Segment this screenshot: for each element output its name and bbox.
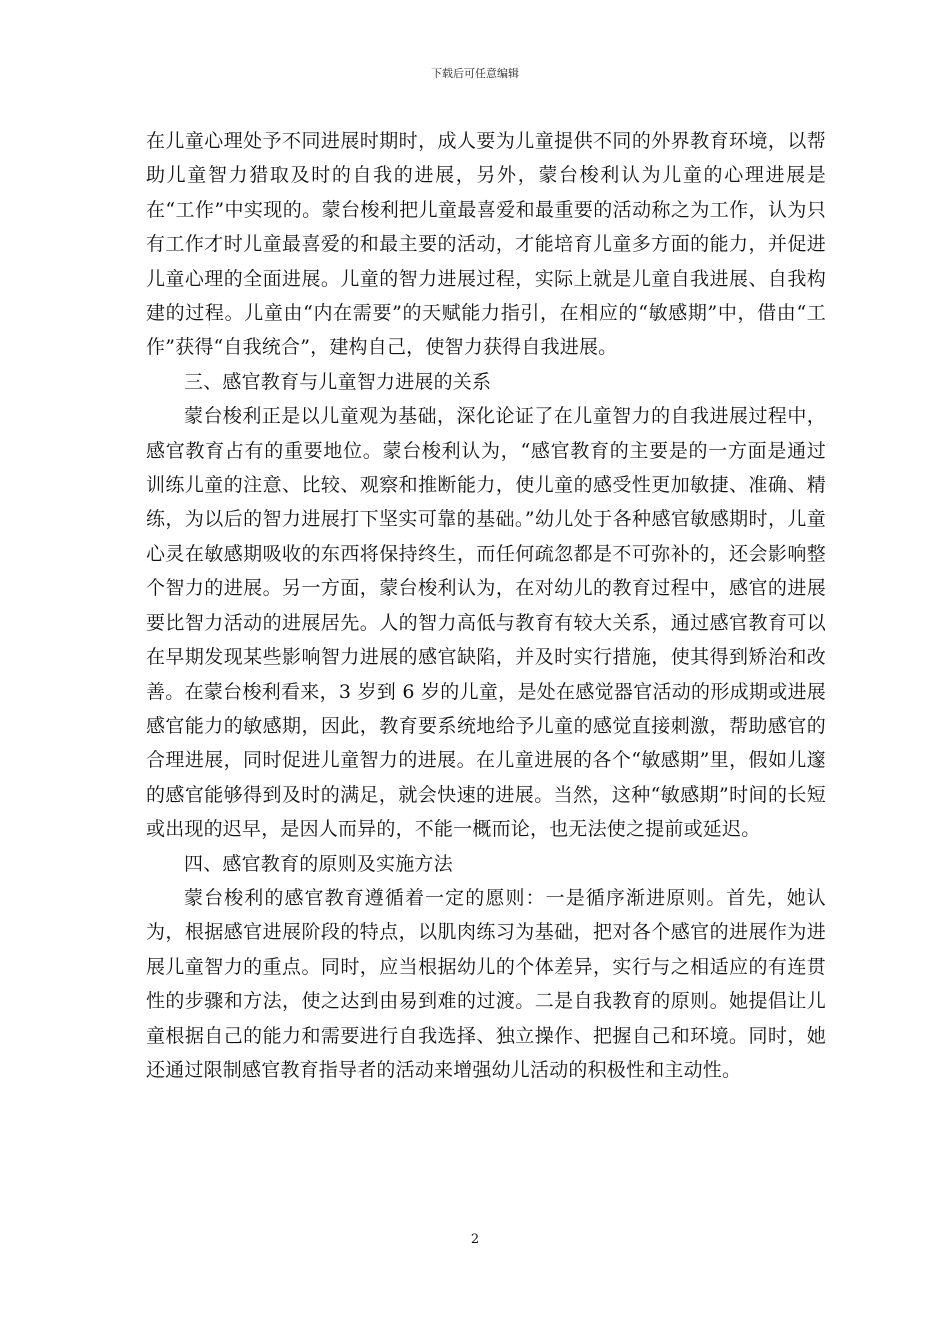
page-header: 下载后可任意编辑 [431, 67, 519, 80]
paragraph-sensory-education: 蒙台梭利正是以儿童观为基础，深化论证了在儿童智力的自我进展过程中，感官教育占有的重要地位。蒙台梭利认为，“感官教育的主要是的一方面是通过训练儿童的注意、比较、观察和推断能力，使儿童的感受性更加敏捷、准确、精练，为以后的智力进展打下坚实可靠的基础。”幼儿处于各种感官敏感期时，儿童心灵在敏感期吸收的东西将保持终生，而任何疏忽都是不可弥补的，还会影响整个智力的进展。另一方面，蒙台梭利认为，在对幼儿的教育过程中，感官的进展要比智力活动的进展居先。人的智力高低与教育有较大关系，通过感官教育可以在早期发现某些影响智力进展的感官缺陷，并及时实行措施，使其得到矫治和改善。在蒙台梭利看来，3 岁到 6 岁的儿童，是处在感觉器官活动的形成期或进展感官能力的敏感期，因此，教育要系统地给予儿童的感觉直接刺激，帮助感官的合理进展，同时促进儿童智力的进展。在儿童进展的各个“敏感期”里，假如儿邃的感官能够得到及时的满足，就会快速的进展。当然，这种“敏感期”时间的长短或出现的迟早，是因人而异的，不能一概而论，也无法使之提前或延迟。 [146, 405, 826, 841]
section-heading-3: 三、感官教育与儿童智力进展的关系 [184, 370, 492, 393]
paragraph-continued: 在儿童心理处予不同进展时期时，成人要为儿童提供不同的外界教育环境，以帮助儿童智力猎取及时的自我的进展，另外，蒙台梭利认为儿童的心理进展是在“工作”中实现的。蒙台梭利把儿童最喜爱和最重要的活动称之为工作，认为只有工作才时儿童最喜爱的和最主要的活动，才能培育儿童多方面的能力，并促进儿童心理的全面进展。儿童的智力进展过程，实际上就是儿童自我进展、自我构建的过程。儿童由“内在需要”的天赋能力指引，在相应的“敏感期”中，借由“工作”获得“自我统合”，建构自己，使智力获得自我进展。 [146, 130, 826, 359]
page-number: 2 [470, 1232, 480, 1247]
paragraph-principles: 蒙台梭利的感官教育遵循着一定的愿则：一是循序渐进原则。首先，她认为，根据感官进展阶段的特点，以肌肉练习为基础，把对各个感官的进展作为进展儿童智力的重点。同时，应当根据幼儿的个体差异，实行与之相适应的有连贯性的步骤和方法，使之达到由易到难的过渡。二是自我教育的原则。她提倡让儿童根据自己的能力和需要进行自我选择、独立操作、把握自己和环境。同时，她还通过限制感官教育指导者的活动来增强幼儿活动的积极性和主动性。 [146, 886, 826, 1081]
section-heading-4: 四、感官教育的原则及实施方法 [184, 852, 453, 875]
document-body [146, 124, 826, 1087]
